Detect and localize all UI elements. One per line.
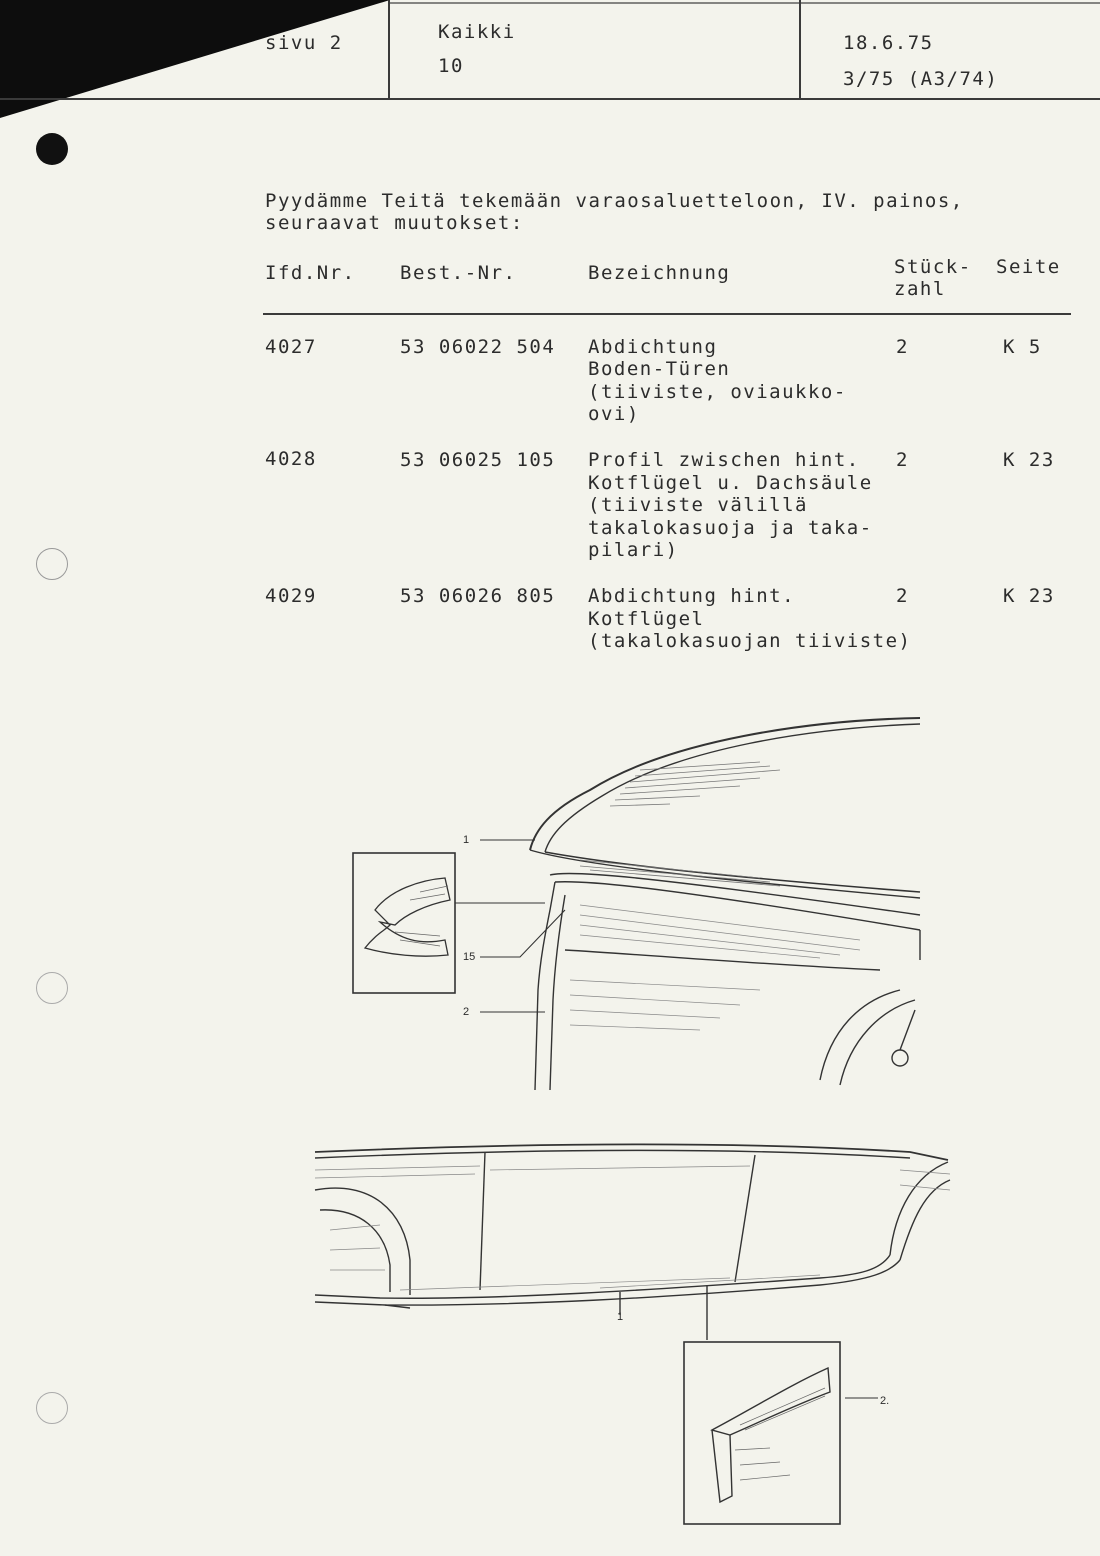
punch-hole-3 [36,972,68,1004]
intro-line-2: seuraavat muutokset: [265,212,524,234]
callout-1: 1 [463,834,470,846]
header-stueckzahl-2: zahl [894,278,946,300]
row-lfd: 4027 [265,336,317,358]
callout-1-sill: 1 [617,1311,624,1323]
figure-door-sill-seal [300,1130,960,1530]
row-bez-line: pilari) [588,539,679,561]
bulletin-date: 18.6.75 [843,32,934,54]
header-lfd-nr: Ifd.Nr. [265,262,356,284]
table-header-rule [263,313,1071,315]
row-qty: 2 [896,336,909,358]
figure-rear-fender-seal [340,700,940,1100]
header-bezeichnung: Bezeichnung [588,262,731,284]
row-bez-line: Abdichtung [588,336,718,358]
callout-15: 15 [463,951,476,963]
row-bez-line: ovi) [588,403,640,425]
row-best: 53 06025 105 [400,449,556,471]
header-seite: Seite [996,256,1061,278]
header-bottom-rule [0,98,1100,100]
bulletin-number: 10 [438,55,464,77]
row-bez-line: Kotflügel [588,608,705,630]
row-bez-line: (tiiviste välillä [588,494,808,516]
row-bez-line: (tiiviste, oviaukko- [588,381,847,403]
header-divider-1 [388,0,390,98]
row-qty: 2 [896,585,909,607]
row-lfd: 4028 [265,448,317,470]
header-top-rule [390,2,1100,4]
scan-corner-shadow [0,0,390,118]
row-seite: K 23 [1003,449,1055,471]
intro-line-1: Pyydämme Teitä tekemään varaosaluetteloon, IV. painos, [265,190,964,212]
row-qty: 2 [896,449,909,471]
row-seite: K 23 [1003,585,1055,607]
header-stueckzahl-1: Stück- [894,256,972,278]
row-bez-line: Abdichtung hint. [588,585,796,607]
row-best: 53 06026 805 [400,585,556,607]
row-best: 53 06022 504 [400,336,556,358]
bulletin-reference: 3/75 (A3/74) [843,68,999,90]
row-bez-line: Profil zwischen hint. [588,449,860,471]
punch-hole-4 [36,1392,68,1424]
callout-2-sill: 2. [880,1395,890,1407]
punch-hole-2 [36,548,68,580]
row-bez-line: Boden-Türen [588,358,731,380]
callout-2: 2 [463,1006,470,1018]
header-divider-2 [799,0,801,98]
row-bez-line: (takalokasuojan tiiviste) [588,630,912,652]
row-bez-line: takalokasuoja ja taka- [588,517,873,539]
row-lfd: 4029 [265,585,317,607]
page-number: sivu 2 [265,32,343,54]
row-seite: K 5 [1003,336,1042,358]
row-bez-line: Kotflügel u. Dachsäule [588,472,873,494]
punch-hole-1 [36,133,68,165]
recipient-label: Kaikki [438,21,516,43]
header-best-nr: Best.-Nr. [400,262,517,284]
